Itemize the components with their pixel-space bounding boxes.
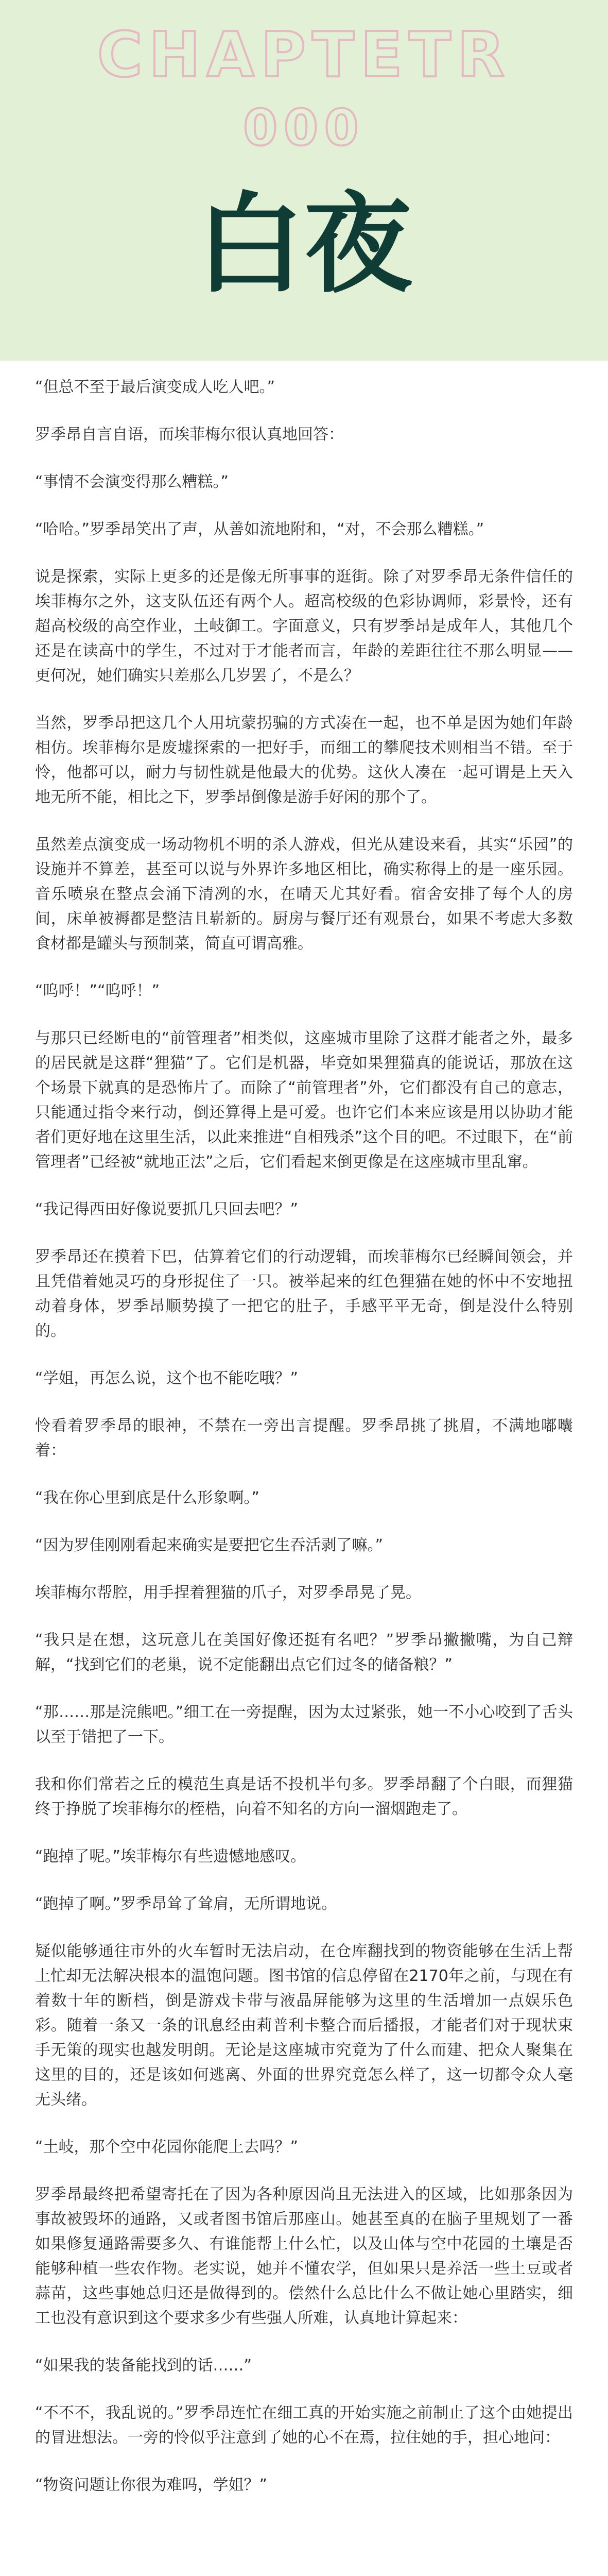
paragraph: 埃菲梅尔帮腔，用手捏着狸猫的爪子，对罗季昂晃了晃。 bbox=[35, 1584, 421, 1602]
paragraph: “我只是在想，这玩意儿在美国好像还挺有名吧？”罗季昂撇撇嘴，为自己辩解，“找到它们的老巢，说不定能翻出点它们过冬的储备粮？” bbox=[35, 1631, 573, 1674]
paragraph: “事情不会演变得那么糟糕。” bbox=[35, 473, 229, 491]
paragraph: 与那只已经断电的“前管理者”相类似，这座城市里除了这群才能者之外，最多的居民就是这群“狸猫”了。它们是机器，毕竟如果狸猫真的能说话，那放在这个场景下就真的是恐怖片了。而除了“前管理者”外，它们都没有自己的意志，只能通过指令来行动，倒还算得上是可爱。也许它们本来应该是用以协助才能者们更好地在这里生活，以此来推进“自相残杀”这个目的吧。不过眼下，在“前管理者”已经被“就地正法”之后，它们看起来倒更像是在这座城市里乱窜。 bbox=[35, 1029, 573, 1171]
paragraph: 我和你们常若之丘的模范生真是话不投机半句多。罗季昂翻了个白眼，而狸猫终于挣脱了埃菲梅尔的桎梏，向着不知名的方向一溜烟跑走了。 bbox=[35, 1775, 573, 1818]
paragraph: “学姐，再怎么说，这个也不能吃哦？” bbox=[35, 1369, 299, 1387]
paragraph: “土岐，那个空中花园你能爬上去吗？” bbox=[35, 2138, 299, 2156]
chapter-header bbox=[0, 0, 608, 361]
paragraph: “不不不，我乱说的。”罗季昂连忙在细工真的开始实施之前制止了这个由她提出的冒进想法。一旁的怜似乎注意到了她的心不在焉，拉住她的手，担心地问： bbox=[35, 2404, 573, 2447]
chapter-number: 000 bbox=[243, 99, 365, 157]
paragraph: “我记得西田好像说要抓几只回去吧？” bbox=[35, 1200, 299, 1218]
paragraph: “呜呼！”“呜呼！” bbox=[35, 982, 160, 1000]
paragraph: 罗季昂自言自语，而埃菲梅尔很认真地回答： bbox=[35, 426, 344, 444]
paragraph: 疑似能够通往市外的火车暂时无法启动，在仓库翻找到的物资能够在生活上帮上忙却无法解决根本的温饱问题。图书馆的信息停留在2170年之前，与现在有着数十年的断档，倒是游戏卡带与液晶屏能够为这里的生活增加一点娱乐色彩。随着一条又一条的讯息经由莉普利卡整合而后播报，才能者们对于现状束手无策的现实也越发明朗。无论是这座城市究竟为了什么而建、把众人聚集在这里的目的，还是该如何逃离、外面的世界究竟怎么样了，这一切都令众人毫无头绪。 bbox=[35, 1942, 573, 2109]
paragraph: “我在你心里到底是什么形象啊。” bbox=[35, 1489, 260, 1507]
paragraph: “哈哈。”罗季昂笑出了声，从善如流地附和，“对，不会那么糟糕。” bbox=[35, 520, 484, 538]
paragraph: “但总不至于最后演变成人吃人吧。” bbox=[35, 378, 275, 396]
paragraph: 怜看着罗季昂的眼神，不禁在一旁出言提醒。罗季昂挑了挑眉，不满地嘟囔着： bbox=[35, 1417, 573, 1460]
paragraph: “跑掉了呢。”埃菲梅尔有些遗憾地感叹。 bbox=[35, 1848, 306, 1866]
story-body bbox=[0, 361, 608, 2498]
paragraph: 罗季昂还在摸着下巴，估算着它们的行动逻辑，而埃菲梅尔已经瞬间领会，并且凭借着她灵巧的身形捉住了一只。被举起来的红色狸猫在她的怀中不安地扭动着身体，罗季昂顺势摸了一把它的肚子，手感平平无奇，倒是没什么特别的。 bbox=[35, 1248, 573, 1340]
paragraph: 罗季昂最终把希望寄托在了因为各种原因尚且无法进入的区域，比如那条因为事故被毁坏的通路，又或者图书馆后那座山。她甚至真的在脑子里规划了一番如果修复通路需要多久、有谁能帮上什么忙，以及山体与空中花园的土壤是否能够种植一些农作物。老实说，她并不懂农学，但如果只是养活一些土豆或者蒜苗，这些事她总归还是做得到的。偿然什么总比什么不做让她心里踏实，细工也没有意识到这个要求多少有些强人所难，认真地计算起来： bbox=[35, 2185, 573, 2327]
paragraph: “如果我的装备能找到的话……” bbox=[35, 2357, 252, 2375]
paragraph: “跑掉了啊。”罗季昂耸了耸肩，无所谓地说。 bbox=[35, 1895, 337, 1913]
paragraph: 虽然差点演变成一场动物机不明的杀人游戏，但光从建设来看，其实“乐园”的设施并不算差，甚至可以说与外界许多地区相比，确实称得上的是一座乐园。音乐喷泉在整点会涌下清冽的水，在晴天尤其好看。宿舍安排了每个人的房间，床单被褥都是整洁且崭新的。厨房与餐厅还有观景台，如果不考虑大多数食材都是罐头与预制菜，简直可谓高雅。 bbox=[35, 836, 573, 953]
paragraph: 说是探索，实际上更多的还是像无所事事的逛街。除了对罗季昂无条件信任的埃菲梅尔之外，这支队伍还有两个人。超高校级的色彩协调师，彩景怜，还有超高校级的高空作业，土岐御工。字面意义，只有罗季昂是成年人，其他几个还是在读高中的学生，不过对于才能者而言，年龄的差距往往不那么明显——更何况，她们确实只差那么几岁罢了，不是么？ bbox=[35, 568, 573, 685]
chapter-title: 白夜 bbox=[196, 181, 412, 308]
chapter-label: CHAPTETR bbox=[97, 20, 511, 91]
paragraph: “物资问题让你很为难吗，学姐？” bbox=[35, 2476, 268, 2494]
paragraph: “因为罗佳刚刚看起来确实是要把它生吞活剥了嘛。” bbox=[35, 1536, 384, 1554]
paragraph: 当然，罗季昂把这几个人用坑蒙拐骗的方式凑在一起，也不单是因为她们年龄相仿。埃菲梅尔是废墟探索的一把好手，而细工的攀爬技术则相当不错。至于怜，他都可以，耐力与韧性就是他最大的优势。这伙人凑在一起可谓是上天入地无所不能，相比之下，罗季昂倒像是游手好闲的那个了。 bbox=[35, 714, 573, 806]
paragraph: “那……那是浣熊吧。”细工在一旁提醒，因为太过紧张，她一不小心咬到了舌头以至于错把了一下。 bbox=[35, 1703, 573, 1746]
